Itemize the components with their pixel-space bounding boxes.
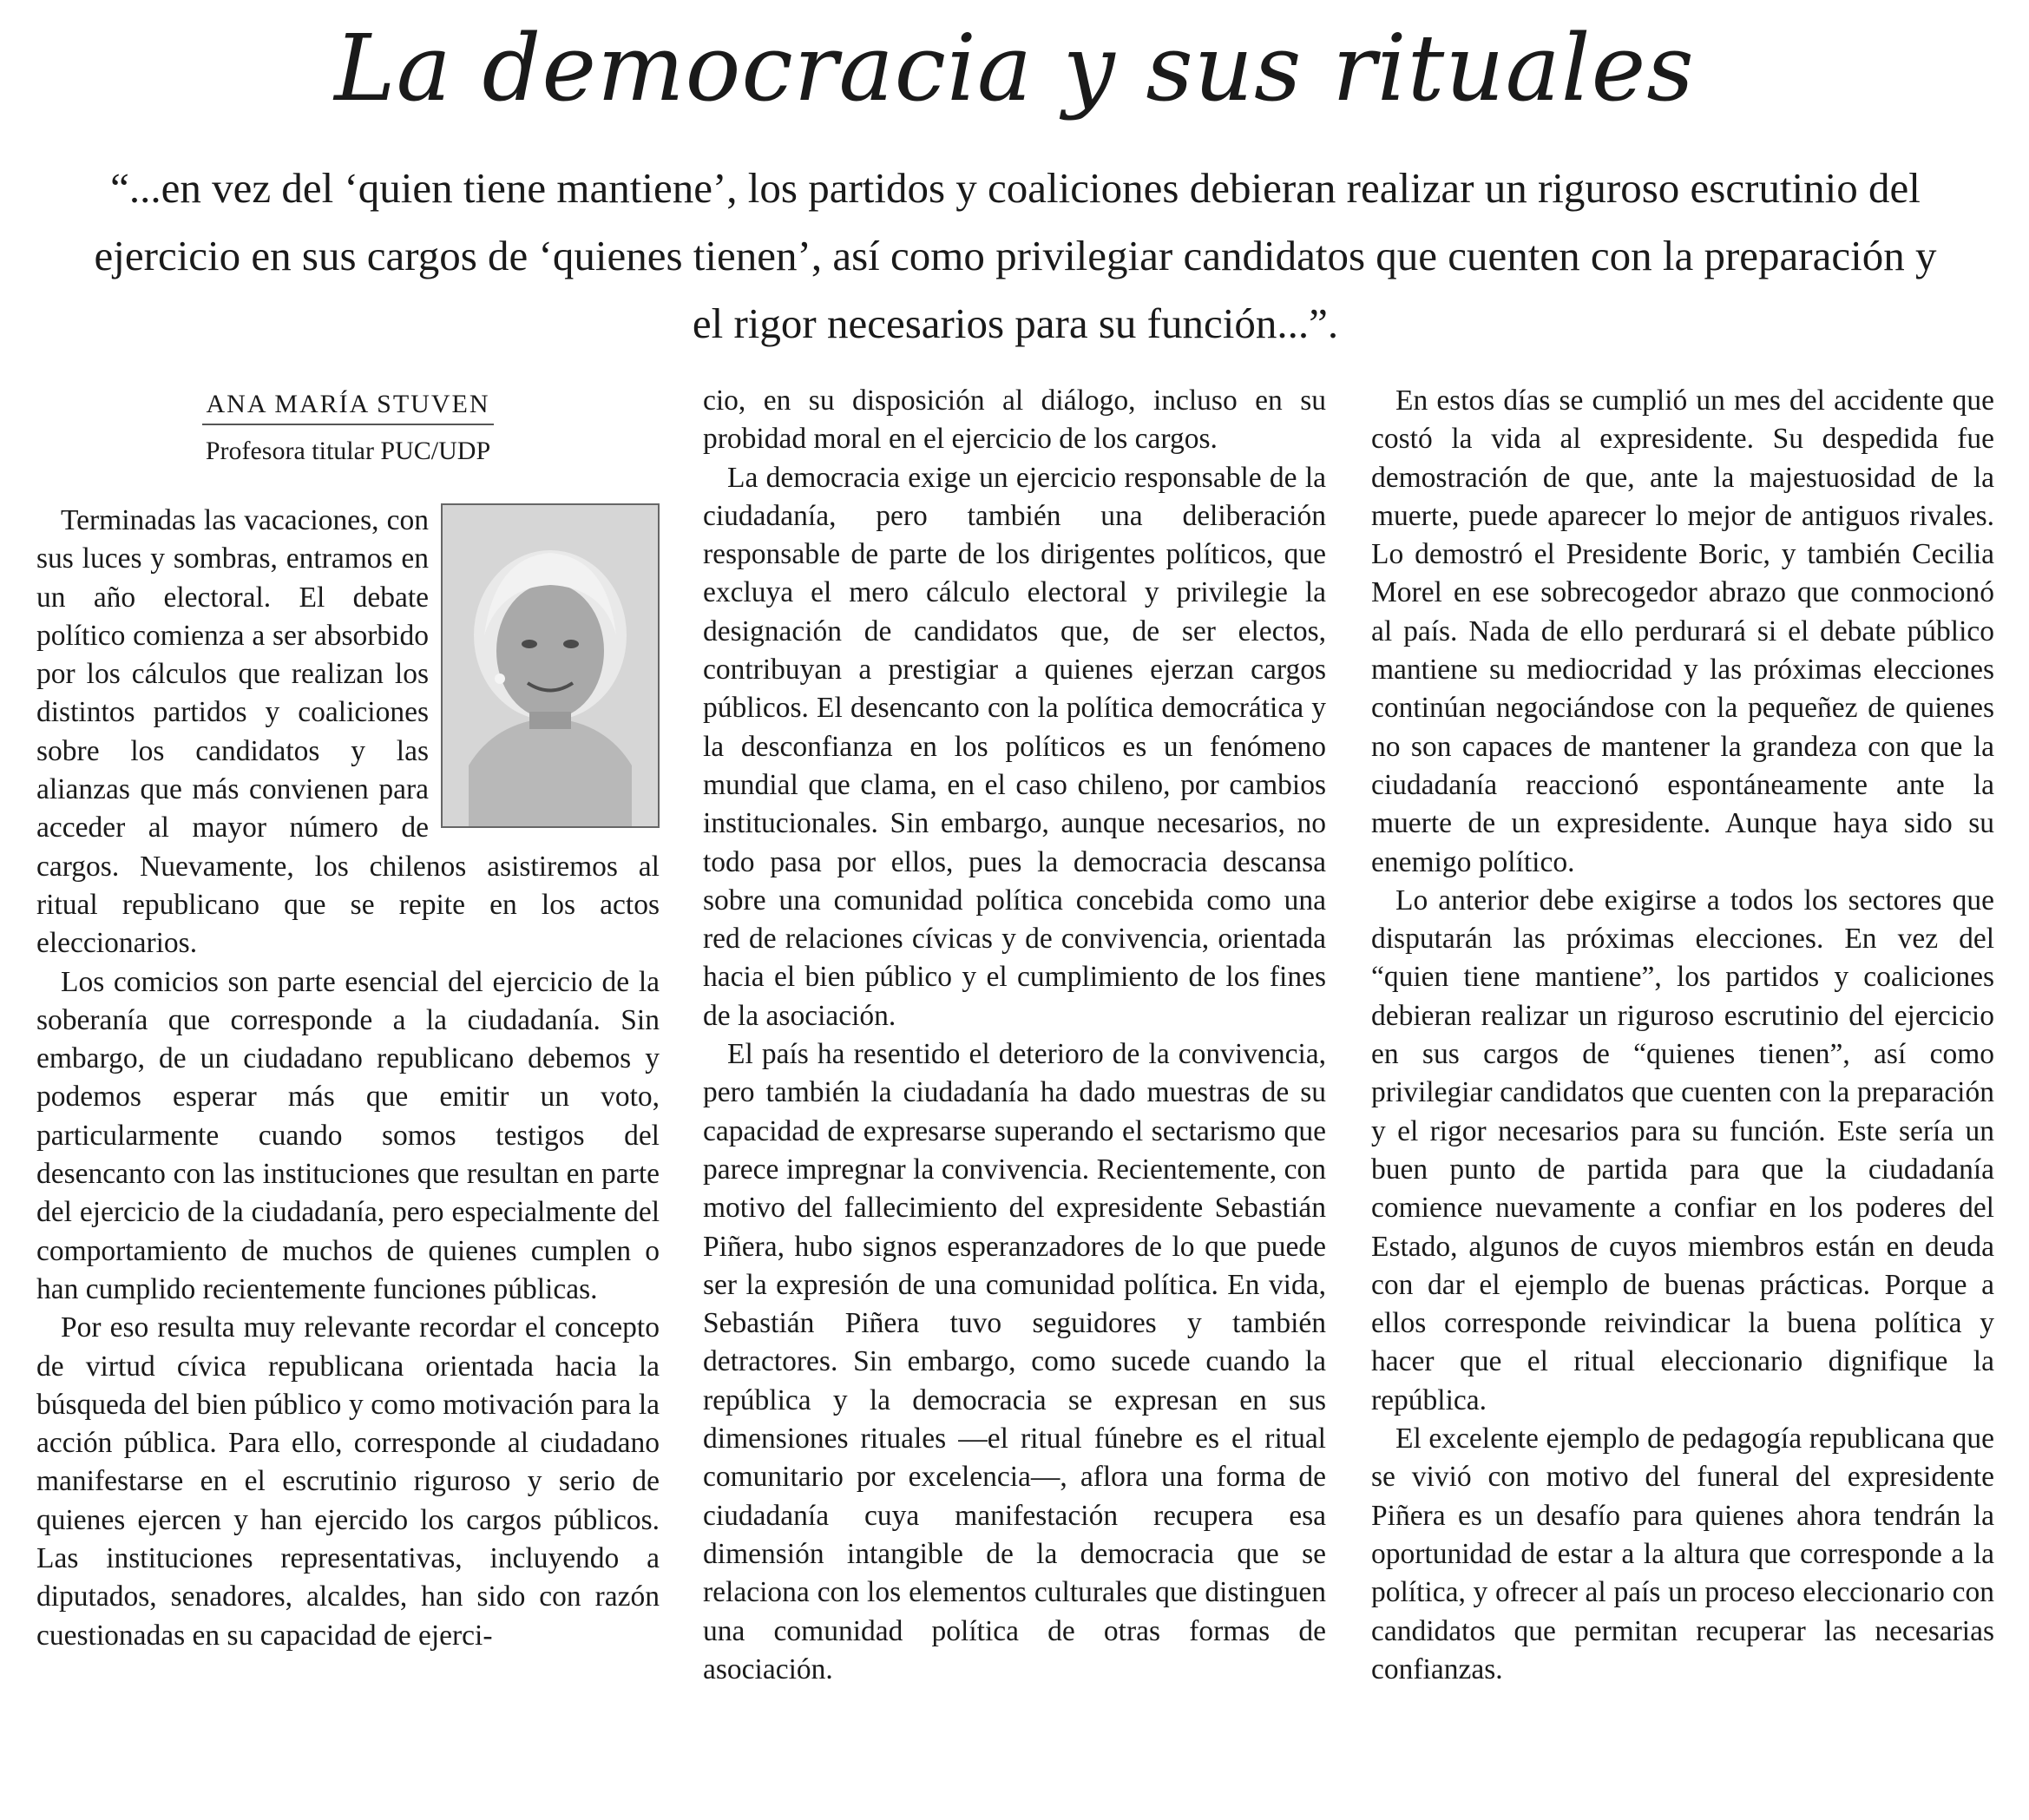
article-title: La democracia y sus rituales bbox=[334, 15, 1695, 122]
column-2 bbox=[703, 382, 1326, 1805]
paragraph-4: La democracia exige un ejercicio responsable de la ciudadanía, pero también una deliberación responsable de parte de los dirigentes políticos, que excluya el mero cálculo electoral y privilegie la designación de candidatos que, de ser electos, contribuyan a prestigiar a quienes ejerzan cargos públicos. El desencanto con la política democrática y la desconfianza en los políticos es un fenómeno mundial que clama, en el caso chileno, por cambios institucionales. Sin embargo, aunque necesarios, no todo pasa por ellos, pues la democracia descansa sobre una comunidad política concebida como una red de relaciones cívicas y de convivencia, orientada hacia el bien público y el cumplimiento de los fines de la asociación. bbox=[703, 461, 1326, 1032]
author-photo bbox=[441, 503, 660, 828]
paragraph-6: En estos días se cumplió un mes del accidente que costó la vida al expresidente. Su despedida fue demostración de que, ante la majestuosidad de la muerte, puede aparecer lo mejor de antiguos rivales. Lo demostró el Presidente Boric, y también Cecilia Morel en ese sobrecogedor abrazo que conmocionó al país. Nada de ello perdurará si el debate público mantiene su mediocridad y las próximas elecciones continúan negociándose con la pequeñez de quienes no son capaces de mantener la grandeza con que la ciudadanía reaccionó espontáneamente ante la muerte de un expresidente. Aunque haya sido su enemigo político. bbox=[1371, 384, 1994, 878]
paragraph-3-continued: cio, en su disposición al diálogo, incluso en su probidad moral en el ejercicio de los cargos. bbox=[703, 384, 1326, 456]
paragraph-1 bbox=[36, 502, 660, 963]
paragraph-2: Los comicios son parte esencial del ejercicio de la soberanía que corresponde a la ciudadanía. Sin embargo, de un ciudadano republicano debemos y podemos esperar más que emitir un voto, particularmente cuando somos testigos del desencanto con las instituciones que resultan en parte del ejercicio de la ciudadanía, pero especialmente del comportamiento de muchos de quienes cumplen o han cumplido recientemente funciones públicas. bbox=[36, 965, 660, 1305]
paragraph-1-text: Terminadas las vacaciones, con sus luces y sombras, entramos en un año electoral. El debate político comienza a ser absorbido por los cálculos que realizan los distintos partidos y coaliciones sobre los candidatos y las alianzas que más convienen para acceder al mayor número de cargos. Nuevamente, los chilenos asistiremos al ritual republicano que se repite en los actos eleccionarios. bbox=[36, 504, 660, 960]
column-3 bbox=[1371, 382, 1994, 1805]
column-1 bbox=[36, 382, 660, 1805]
paragraph-7: Lo anterior debe exigirse a todos los sectores que disputarán las próximas elecciones. En vez del “quien tiene mantiene”, los partidos y coaliciones debieran realizar un riguroso escrutinio del ejercicio en sus cargos de “quienes tienen”, así como privilegiar candidatos que cuenten con la preparación y el rigor necesarios para su función. Este sería un buen punto de partida para que la ciudadanía comience nuevamente a confiar en los poderes del Estado, algunos de cuyos miembros están en deuda con dar el ejemplo de buenas prácticas. Porque a ellos corresponde reivindicar la buena política y hacer que el ritual eleccionario dignifique la república. bbox=[1371, 884, 1994, 1416]
author-role: Profesora titular PUC/UDP bbox=[205, 437, 491, 465]
paragraph-5: El país ha resentido el deterioro de la convivencia, pero también la ciudadanía ha dado muestras de su capacidad de expresarse superando el sectarismo que parece impregnar la convivencia. Recientemente, con motivo del fallecimiento del expresidente Sebastián Piñera, hubo signos esperanzadores de lo que puede ser la expresión de una comunidad política. En vida, Sebastián Piñera tuvo seguidores y también detractores. Sin embargo, como sucede cuando la república y la democracia se expresan en sus dimensiones rituales —el ritual fúnebre es el ritual comunitario por excelencia—, aflora una forma de ciudadanía cuya manifestación recupera esa dimensión intangible de la democracia que se relaciona con los elementos culturales que distinguen una comunidad política de otras formas de asociación. bbox=[703, 1038, 1326, 1685]
lead-quote: “...en vez del ‘quien tiene mantiene’, los partidos y coaliciones debieran realizar un riguroso escrutinio del ejercicio en sus cargos de ‘quienes tienen’, así como privilegiar candidatos que cuenten con la preparación y el rigor necesarios para su función...”. bbox=[94, 164, 1937, 347]
paragraph-8: El excelente ejemplo de pedagogía republicana que se vivió con motivo del funeral del expresidente Piñera es un desafío para quienes ahora tendrán la oportunidad de estar a la altura que corresponde a la política, y ofrecer al país un proceso eleccionario con candidatos que permitan recuperar las necesarias confianzas. bbox=[1371, 1422, 1994, 1685]
portrait-image bbox=[443, 505, 658, 826]
author-name: ANA MARÍA STUVEN bbox=[202, 387, 493, 425]
paragraph-3: Por eso resulta muy relevante recordar el concepto de virtud cívica republicana orientada hacia la búsqueda del bien público y como motivación para la acción pública. Para ello, corresponde al ciudadano manifestarse en el escrutinio riguroso y serio de quienes ejercen y han ejercido los cargos públicos. Las instituciones representativas, incluyendo a diputados, senadores, alcaldes, han sido con razón cuestionadas en su capacidad de ejerci- bbox=[36, 1311, 660, 1652]
author-name-block bbox=[36, 387, 660, 425]
